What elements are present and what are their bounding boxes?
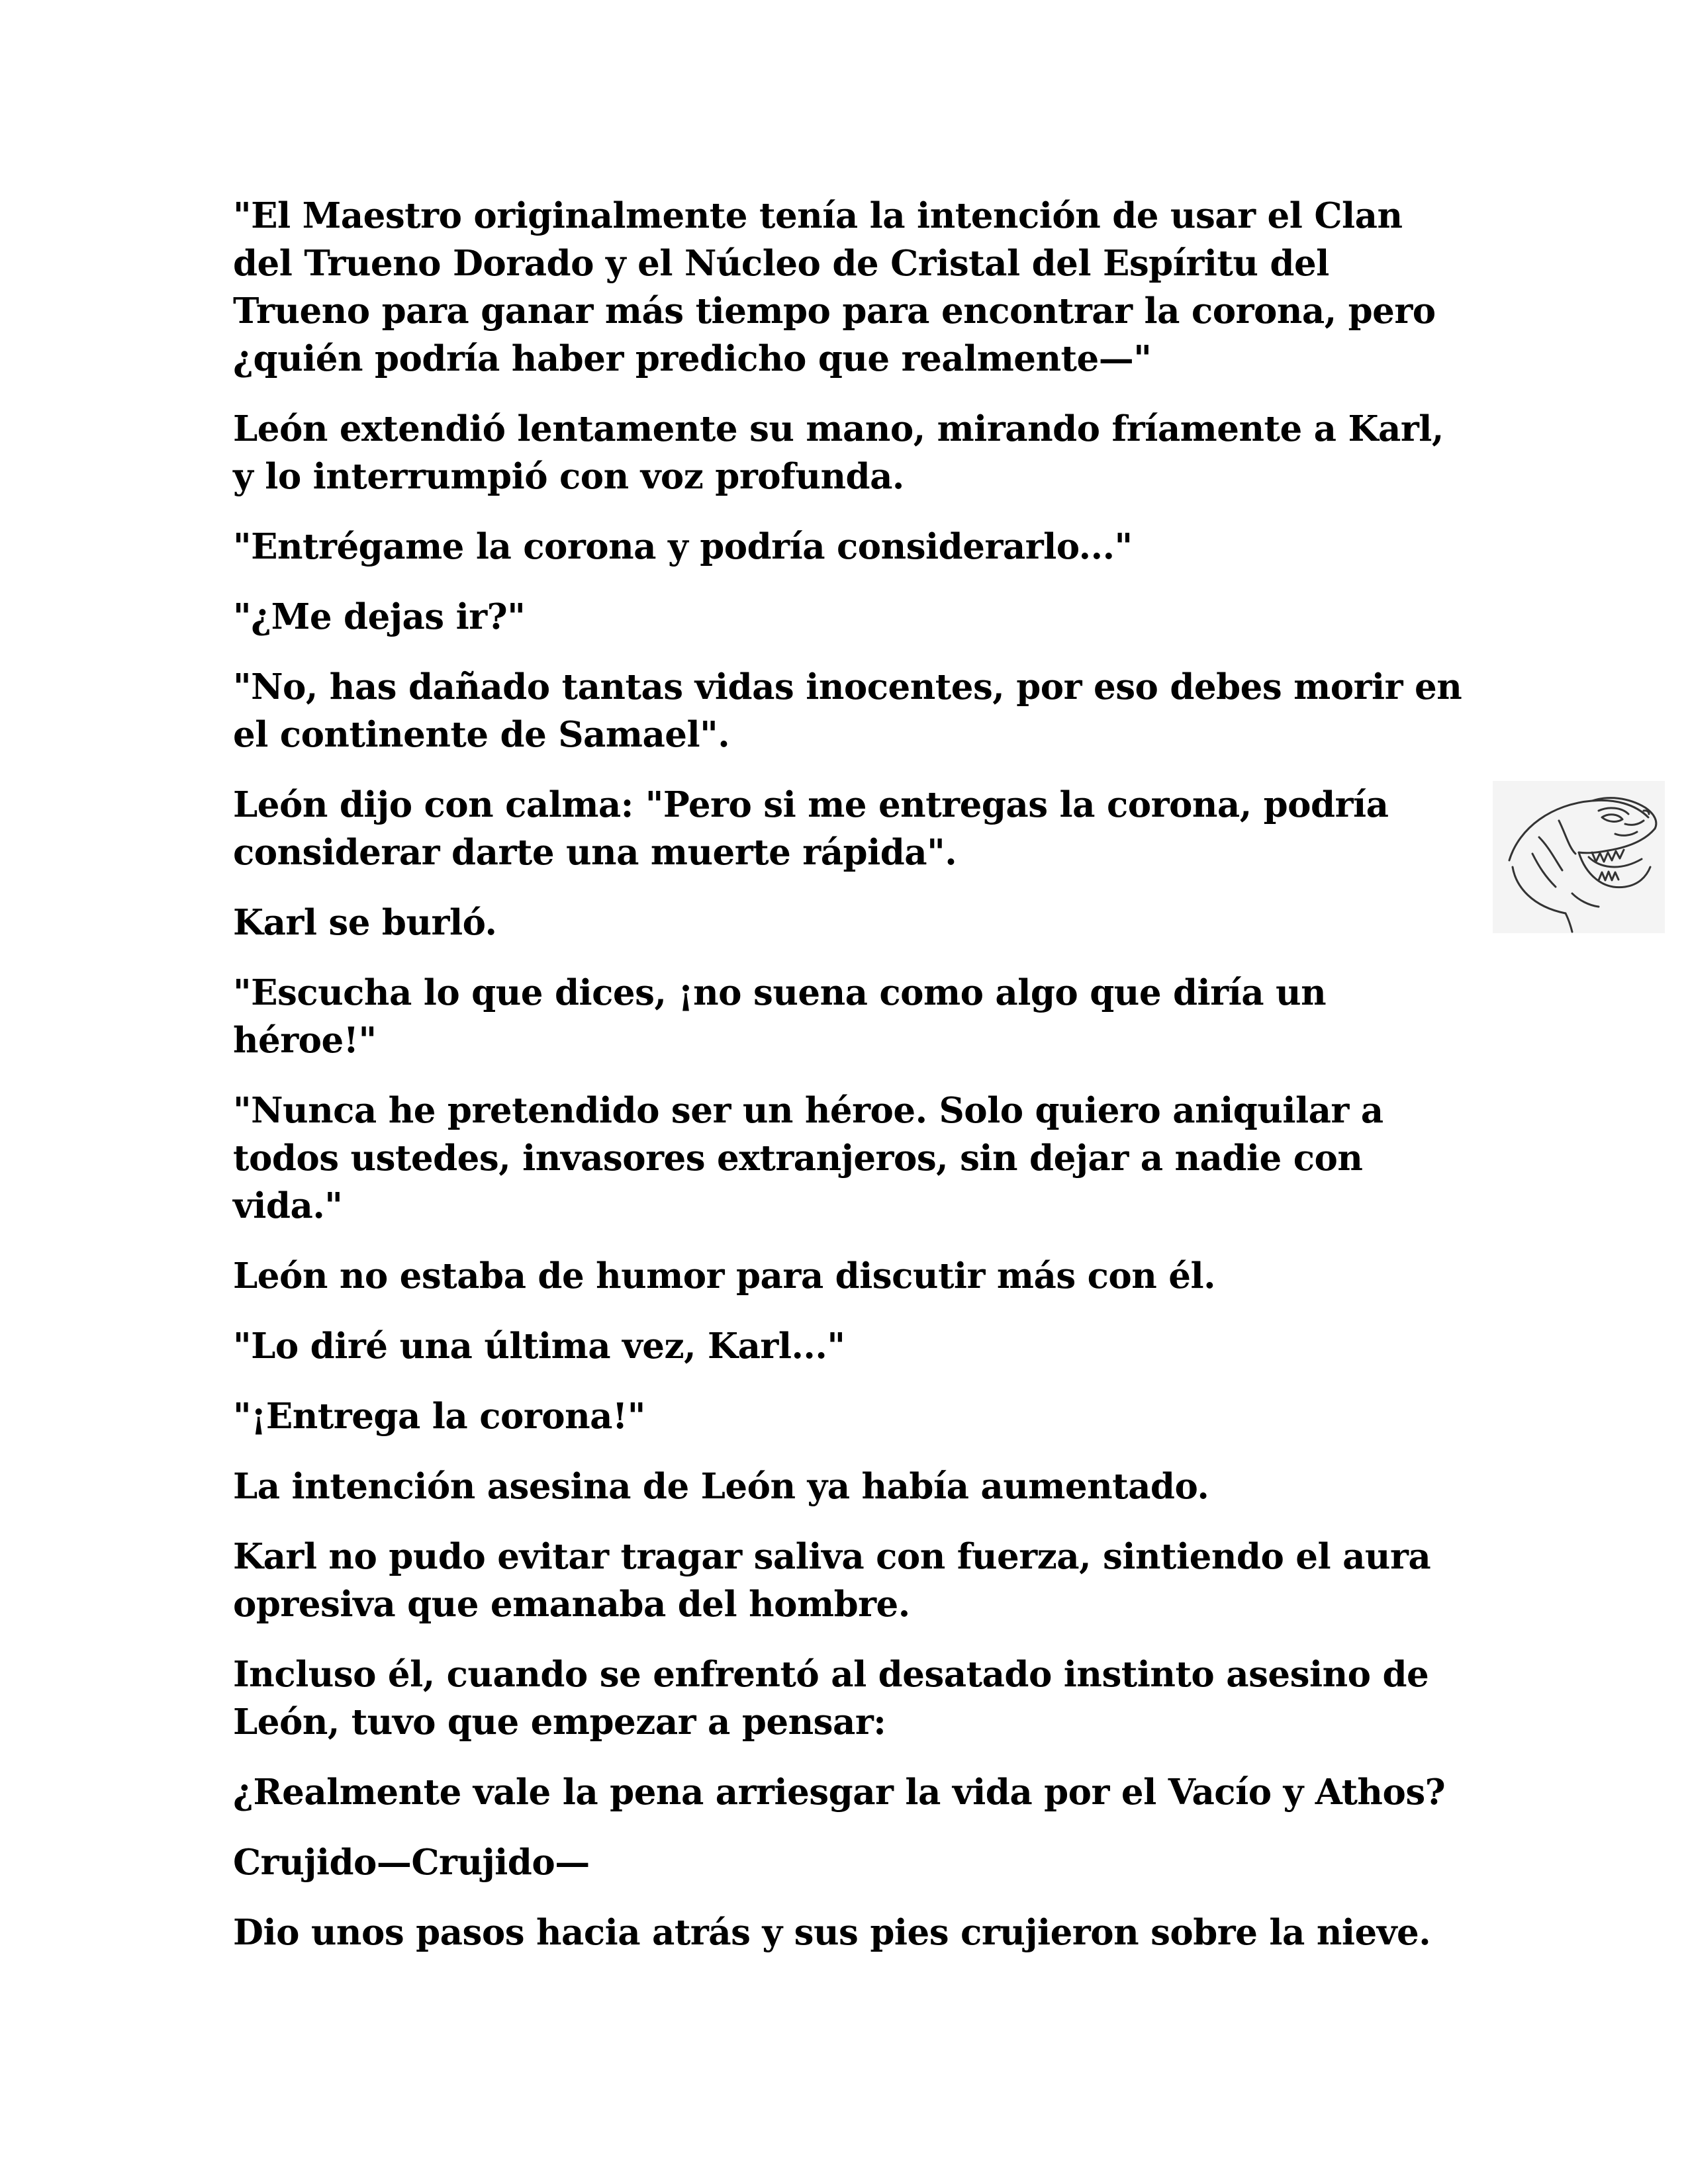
paragraph-1: "El Maestro originalmente tenía la intención de usar el Clan del Trueno Dorado y el Núcleo de Cristal del Espíritu del Trueno para ganar más tiempo para encontrar la corona, pero ¿quién podría haber predicho que realmente—" <box>233 195 1436 379</box>
paragraph-15: Incluso él, cuando se enfrentó al desatado instinto asesino de León, tuvo que empezar a pensar: <box>233 1654 1429 1743</box>
paragraph-7: Karl se burló. <box>233 902 497 943</box>
paragraph-6: León dijo con calma: "Pero si me entregas la corona, podría considerar darte una muerte rápida". <box>233 784 1389 873</box>
paragraph-14: Karl no pudo evitar tragar saliva con fuerza, sintiendo el aura opresiva que emanaba del hombre. <box>233 1536 1431 1625</box>
paragraph-10: León no estaba de humor para discutir más con él. <box>233 1255 1216 1297</box>
paragraph-13: La intención asesina de León ya había aumentado. <box>233 1466 1209 1507</box>
paragraph-17: Crujido—Crujido— <box>233 1842 590 1883</box>
paragraph-18: Dio unos pasos hacia atrás y sus pies crujieron sobre la nieve. <box>233 1912 1431 1953</box>
paragraph-3: "Entrégame la corona y podría considerarlo..." <box>233 526 1133 567</box>
dinosaur-head-sketch-icon <box>1493 781 1665 933</box>
paragraph-12: "¡Entrega la corona!" <box>233 1396 645 1437</box>
document-body <box>233 192 1464 1979</box>
paragraph-9: "Nunca he pretendido ser un héroe. Solo quiero aniquilar a todos ustedes, invasores extranjeros, sin dejar a nadie con vida." <box>233 1090 1383 1226</box>
paragraph-11: "Lo diré una última vez, Karl..." <box>233 1326 845 1367</box>
paragraph-5: "No, has dañado tantas vidas inocentes, por eso debes morir en el continente de Samael". <box>233 666 1462 755</box>
paragraph-2: León extendió lentamente su mano, mirando fríamente a Karl, y lo interrumpió con voz profunda. <box>233 408 1444 497</box>
paragraph-4: "¿Me dejas ir?" <box>233 596 526 637</box>
paragraph-8: "Escucha lo que dices, ¡no suena como algo que diría un héroe!" <box>233 972 1327 1061</box>
paragraph-16: ¿Realmente vale la pena arriesgar la vida por el Vacío y Athos? <box>233 1772 1446 1813</box>
